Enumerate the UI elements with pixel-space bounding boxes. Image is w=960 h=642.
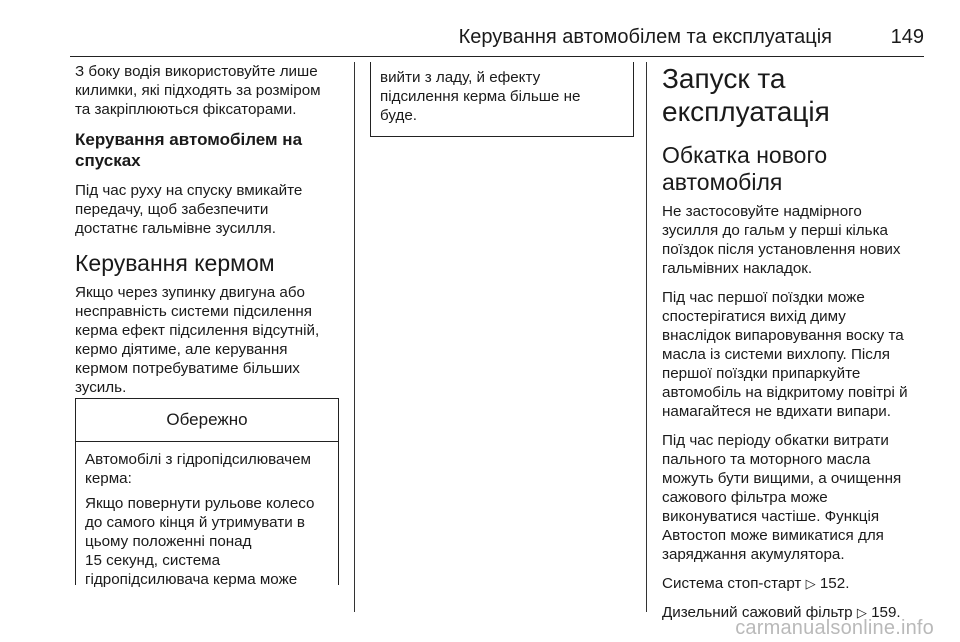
caution-continuation-box <box>370 62 634 137</box>
breakin-paragraph-3: Під час періоду обкатки витрати пального та моторного масла можуть бути вищими, а очищення сажового фільтра може виконуватися частіше. Функція Автостоп може вимикатися для заряджання акумулятора. <box>662 432 902 563</box>
steering-paragraph: Якщо через зупинку двигуна або несправність системи підсилення керма ефект підсилення відсутній, кермо діятиме, але керування кермом потребуватиме більших зусиль. <box>75 284 320 396</box>
caution-paragraph-2: Якщо повернути рульове колесо до самого кінця й утримувати в цьому положенні понад 15 секунд, система гідропідсилювача керма може <box>85 495 315 588</box>
column-divider-2 <box>646 62 647 612</box>
page-header <box>70 22 924 57</box>
caution-continuation-text: вийти з ладу, й ефекту підсилення керма більше не буде. <box>380 69 581 124</box>
breakin-paragraph-2: Під час першої поїздки може спостерігатися вихід диму внаслідок випаровування воску та масла із системи вихлопу. Після першої поїздки припаркуйте автомобіль на відкритому повітрі й намагайтеся не вдихати випари. <box>662 289 908 420</box>
reference-text: Система стоп-старт <box>662 575 802 592</box>
steering-heading: Керування кермом <box>75 250 275 276</box>
reference-page: 159. <box>871 604 901 621</box>
caution-paragraph-1: Автомобілі з гідропідсилювачем керма: <box>85 451 311 487</box>
page-number: 149 <box>890 26 924 48</box>
column-divider-1 <box>354 62 355 612</box>
reference-arrow-icon: ▷ <box>805 576 816 591</box>
reference-page: 152. <box>819 575 850 592</box>
breakin-paragraph-1: Не застосовуйте надмірного зусилля до гальм у перші кілька поїздок після установлення нових гальмівних накладок. <box>662 203 901 277</box>
breakin-heading: Обкатка нового автомобіля <box>662 142 828 195</box>
header-title: Керування автомобілем та експлуатація <box>458 26 832 48</box>
caution-title: Обережно <box>76 399 338 442</box>
caution-box <box>75 398 339 588</box>
downhill-heading: Керування автомобілем на спусках <box>75 130 303 170</box>
downhill-paragraph: Під час руху на спуску вмикайте передачу, щоб забезпечити достатнє гальмівне зусилля. <box>75 182 303 237</box>
watermark: carmanualsonline.info <box>735 617 934 639</box>
reference-text: Дизельний сажовий фільтр <box>662 604 853 621</box>
reference-arrow-icon: ▷ <box>856 605 867 620</box>
column-3 <box>662 62 932 632</box>
column-1 <box>75 62 343 407</box>
caution-body <box>76 442 338 589</box>
reference-stop-start[interactable] <box>662 574 932 593</box>
start-heading: Запуск та експлуатація <box>662 63 830 127</box>
intro-paragraph: З боку водія використовуйте лише килимки, які підходять за розміром та закріплюються фіксаторами. <box>75 63 321 118</box>
